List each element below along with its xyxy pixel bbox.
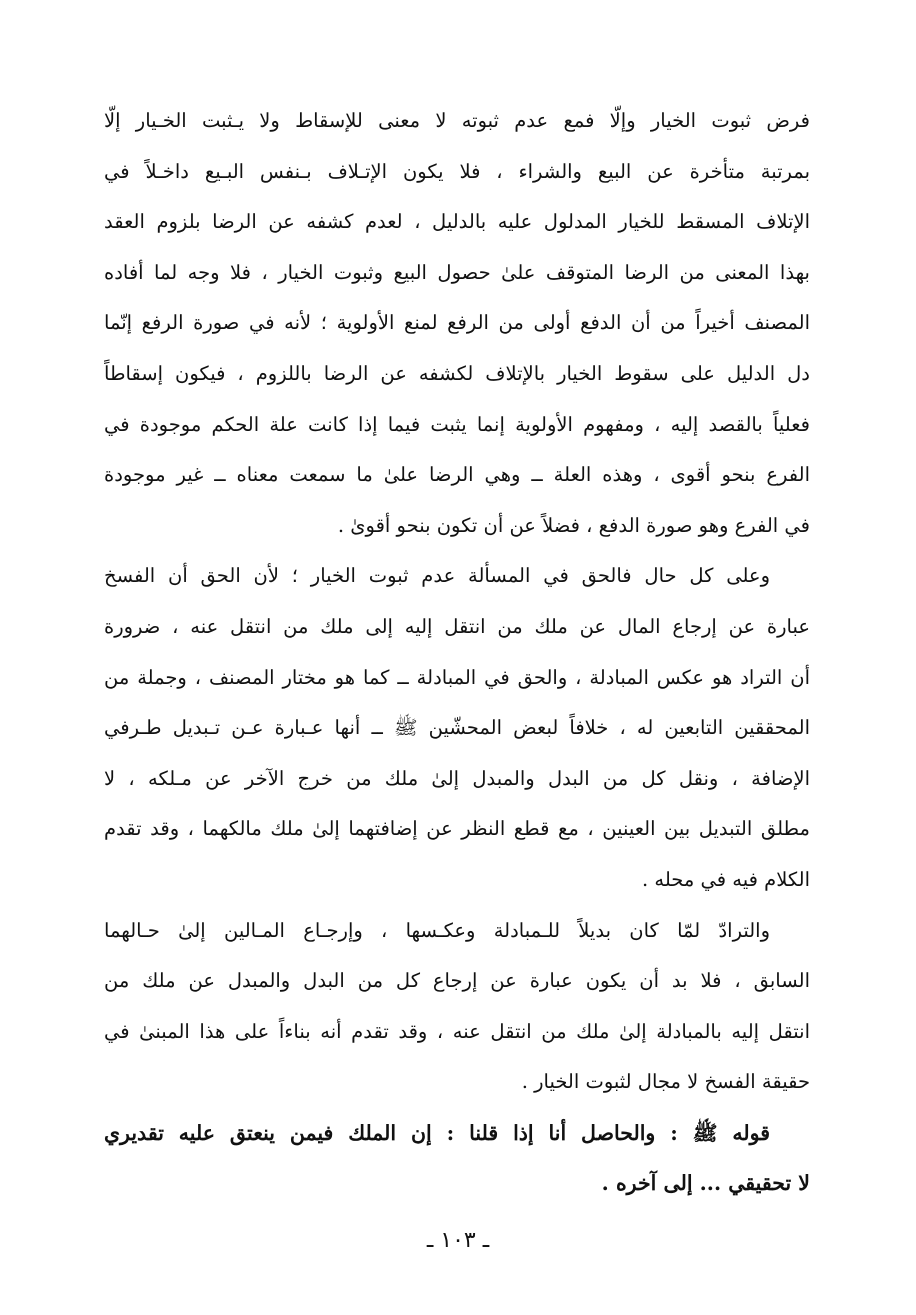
text-line: لا تحقيقي ... إلى آخره . — [601, 1171, 810, 1196]
text-line: بهذا المعنى من الرضا المتوقف علىٰ حصول البيع وثبوت الخيار ، فلا وجه لما أفاده — [104, 260, 810, 284]
text-line: الإتلاف المسقط للخيار المدلول عليه بالدليل ، لعدم كشفه عن الرضا بلزوم العقد — [104, 210, 810, 234]
text-line: فعلياً بالقصد إليه ، ومفهوم الأولوية إنما يثبت فيما إذا كانت علة الحكم موجودة في — [104, 412, 810, 436]
text-line: بمرتبة متأخرة عن البيع والشراء ، فلا يكون الإتـلاف بـنفس البـيع داخـلاً في — [104, 159, 810, 183]
text-line: وعلى كل حال فالحق في المسألة عدم ثبوت الخيار ؛ لأن الحق أن الفسخ — [104, 564, 770, 588]
text-line: والترادّ لمّا كان بديلاً للـمبادلة وعكـسها ، وإرجـاع المـالين إلىٰ حـالهما — [104, 918, 770, 942]
text-line: أن التراد هو عكس المبادلة ، والحق في المبادلة ــ كما هو مختار المصنف ، وجملة من — [104, 665, 810, 689]
text-line: في الفرع وهو صورة الدفع ، فضلاً عن أن تكون بنحو أقوىٰ . — [337, 513, 810, 537]
page-number: ـ ١٠٣ ـ — [426, 1228, 490, 1253]
quote-heading — [104, 1108, 810, 1209]
document-page — [104, 96, 810, 1209]
text-line: المحققين التابعين له ، خلافاً لبعض المحشّين ﷺ ــ أنها عـبارة عـن تـبديل طـرفي — [104, 716, 810, 740]
text-line: فرض ثبوت الخيار وإلّا فمع عدم ثبوته لا معنى للإسقاط ولا يـثبت الخـيار إلّا — [104, 109, 810, 132]
text-line: الفرع بنحو أقوى ، وهذه العلة ــ وهي الرضا علىٰ ما سمعت معناه ــ غير موجودة — [104, 463, 810, 487]
text-line: السابق ، فلا بد أن يكون عبارة عن إرجاع كل من البدل والمبدل عن ملك من — [104, 969, 810, 993]
text-line: دل الدليل على سقوط الخيار بالإتلاف لكشفه عن الرضا باللزوم ، فيكون إسقاطاً — [104, 361, 810, 385]
text-line: حقيقة الفسخ لا مجال لثبوت الخيار . — [521, 1070, 810, 1094]
text-line: الكلام فيه في محله . — [641, 867, 810, 891]
text-line: عبارة عن إرجاع المال عن ملك من انتقل إليه إلى ملك من انتقل عنه ، ضرورة — [104, 614, 810, 638]
paragraph-2 — [104, 551, 810, 905]
text-line: قوله ﷺ : والحاصل أنا إذا قلنا : إن الملك فيمن ينعتق عليه تقديري — [104, 1120, 770, 1145]
text-line: الإضافة ، ونقل كل من البدل والمبدل إلىٰ ملك من خرج الآخر عن مـلكه ، لا — [104, 766, 810, 790]
paragraph-1 — [104, 96, 810, 551]
text-line: انتقل إليه بالمبادلة إلىٰ ملك من انتقل عنه ، وقد تقدم أنه بناءاً على هذا المبنىٰ في — [104, 1019, 810, 1043]
text-line: مطلق التبديل بين العينين ، مع قطع النظر عن إضافتهما إلىٰ ملك مالكهما ، وقد تقدم — [104, 817, 810, 841]
text-line: المصنف أخيراً من أن الدفع أولى من الرفع لمنع الأولوية ؛ لأنه في صورة الرفع إنّما — [104, 311, 810, 335]
paragraph-3 — [104, 906, 810, 1108]
